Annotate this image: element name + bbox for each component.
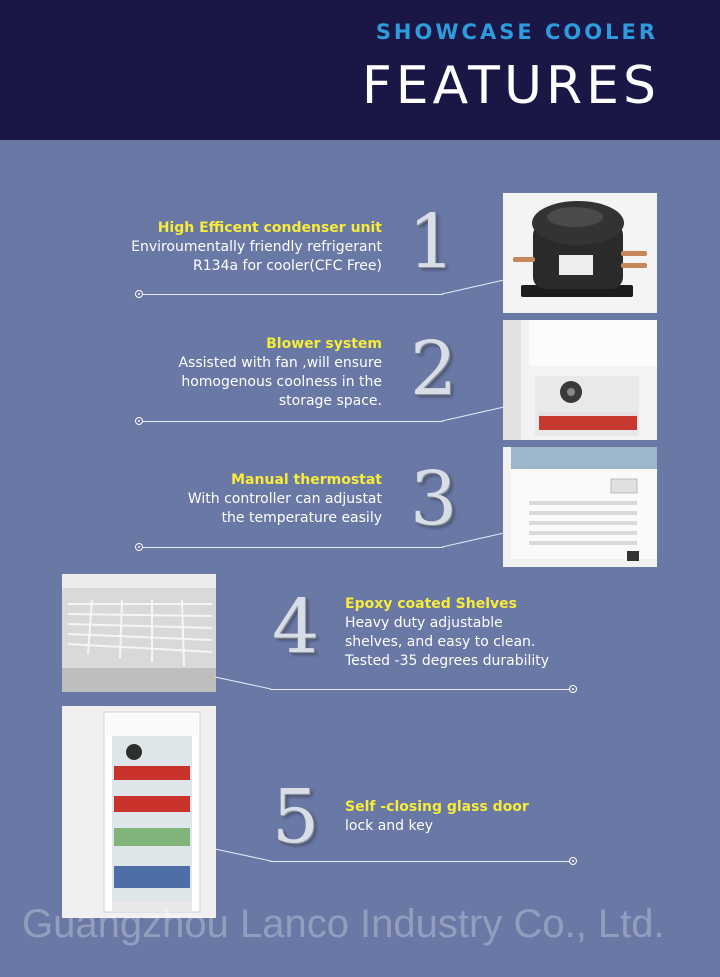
feature-1-connector — [442, 279, 504, 295]
feature-5-text — [345, 817, 433, 836]
feature-3-title: Manual thermostat — [231, 472, 382, 488]
feature-4-line-1: Heavy duty adjustable — [345, 615, 503, 631]
header-banner — [0, 0, 720, 140]
glass-door-photo — [62, 706, 216, 918]
feature-1-title: High Efficent condenser unit — [157, 220, 382, 236]
shelves-image — [62, 574, 216, 692]
feature-2-line-3: storage space. — [278, 393, 382, 409]
feature-5-line — [270, 861, 571, 862]
blower-system-photo — [503, 320, 657, 440]
feature-1-numeral: 1 — [408, 199, 456, 285]
feature-4-text — [345, 614, 549, 671]
feature-3-numeral: 3 — [410, 456, 458, 542]
feature-3-line-2: the temperature easily — [221, 510, 382, 526]
feature-4-dot — [569, 685, 577, 693]
feature-5-title: Self -closing glass door — [345, 799, 529, 815]
feature-1-dot — [135, 290, 143, 298]
feature-2-line-2: homogenous coolness in the — [181, 374, 382, 390]
feature-1-text — [131, 238, 382, 276]
feature-3-line-1: With controller can adjustat — [187, 491, 382, 507]
feature-4-line-2: shelves, and easy to clean. — [345, 634, 536, 650]
feature-4-title: Epoxy coated Shelves — [345, 596, 517, 612]
feature-5-numeral: 5 — [272, 774, 320, 860]
feature-4-connector — [215, 676, 271, 690]
feature-2-connector — [442, 406, 504, 422]
thermostat-photo — [503, 447, 657, 567]
feature-4-line-3: Tested -35 degrees durability — [345, 653, 550, 669]
header-title: FEATURES — [361, 56, 660, 116]
feature-1-line — [143, 294, 443, 295]
feature-5-line-1: lock and key — [345, 818, 434, 834]
shelves-photo — [62, 574, 216, 692]
feature-5-dot — [569, 857, 577, 865]
compressor-image — [503, 193, 657, 313]
feature-2-line-1: Assisted with fan ,will ensure — [178, 355, 382, 371]
feature-1-line-1: Enviroumentally friendly refrigerant — [131, 239, 382, 255]
header-subtitle: SHOWCASE COOLER — [375, 20, 658, 44]
feature-2-title: Blower system — [266, 336, 382, 352]
feature-5-connector — [215, 848, 271, 862]
feature-2-dot — [135, 417, 143, 425]
feature-3-line — [143, 547, 443, 548]
feature-3-connector — [442, 532, 504, 548]
feature-2-line — [143, 421, 443, 422]
thermostat-image — [503, 447, 657, 567]
feature-3-text — [188, 490, 382, 528]
company-watermark: Guangzhou Lanco Industry Co., Ltd. — [22, 902, 665, 946]
glass-door-cooler-image — [62, 706, 216, 918]
feature-1-line-2: R134a for cooler(CFC Free) — [193, 258, 382, 274]
feature-2-numeral: 2 — [410, 326, 458, 412]
feature-3-dot — [135, 543, 143, 551]
feature-4-numeral: 4 — [272, 584, 320, 670]
feature-4-line — [270, 689, 571, 690]
feature-2-text — [178, 354, 382, 411]
blower-image — [503, 320, 657, 440]
condenser-unit-photo — [503, 193, 657, 313]
